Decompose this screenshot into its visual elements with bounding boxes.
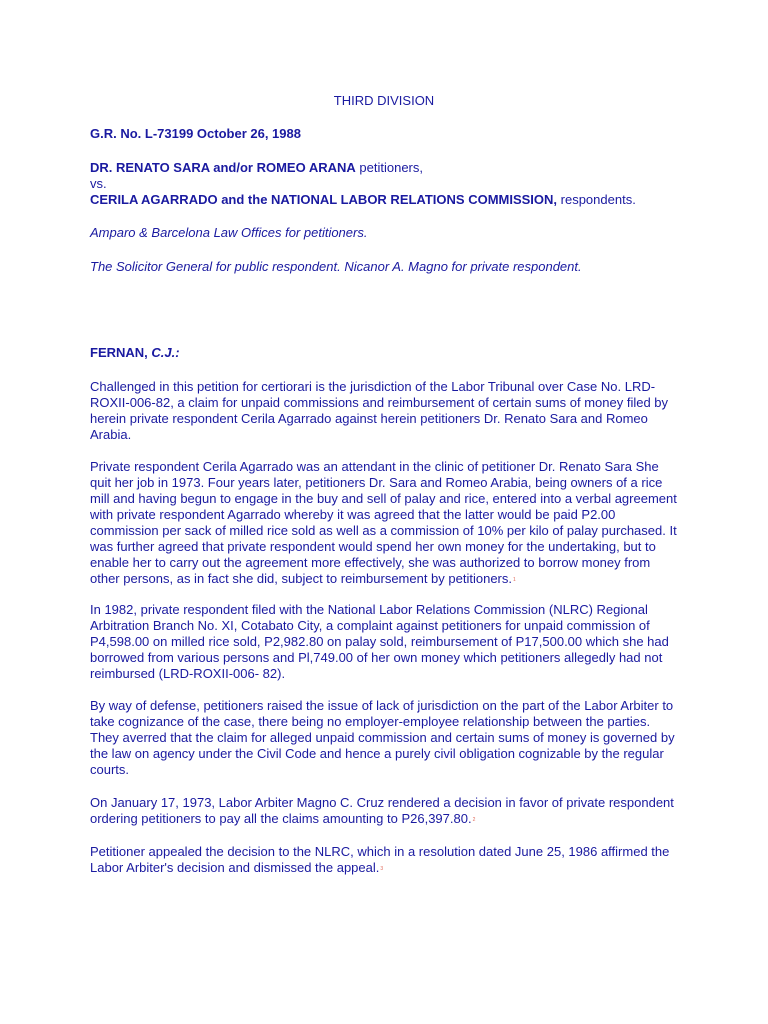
counsel-petitioners: Amparo & Barcelona Law Offices for petitioners.	[90, 225, 368, 240]
case-number: G.R. No. L-73199 October 26, 1988	[90, 126, 301, 141]
paragraph-3: In 1982, private respondent filed with the National Labor Relations Commission (NLRC) Regional Arbitration Branch No. XI, Cotabato City, a complaint against petitioners for unpaid commission of P4,598.00 on milled rice sold, P2,982.80 on palay sold, reimbursement of P17,500.00 which she had borrowed from various persons and Pl,749.00 of her own money which petitioners allegedly had not reimbursed (LRD-ROXII-006- 82).	[90, 602, 669, 681]
respondents-names: CERILA AGARRADO and the NATIONAL LABOR RELATIONS COMMISSION,	[90, 192, 558, 207]
respondents-label: respondents.	[557, 192, 636, 207]
paragraph-2-text: Private respondent Cerila Agarrado was an attendant in the clinic of petitioner Dr. Renato Sara She quit her job in 1973. Four years later, petitioners Dr. Sara and Romeo Arabia, being owners of a rice mill and having begun to engage in the buy and sell of palay and rice, entered into a verbal agreement with private respondent Agarrado whereby it was agreed that the latter would be paid P2.00 commission per sack of milled rice sold as well as a commission of 10% per kilo of palay purchased. It was further agreed that private respondent would spend her own money for the undertaking, but to enable her to carry out the agreement more effectively, she was authorized to borrow money from other persons, as in fact she did, subject to reimbursement by petitioners.	[90, 459, 677, 586]
footnote-link-1[interactable]: 1	[513, 577, 516, 583]
footnote-link-3[interactable]: 3	[380, 866, 384, 872]
footnote-link-2[interactable]: 2	[472, 817, 476, 823]
ponente-heading	[90, 345, 680, 361]
paragraph-5-text: On January 17, 1973, Labor Arbiter Magno C. Cruz rendered a decision in favor of private respondent ordering petitioners to pay all the claims amounting to P26,397.80.	[90, 795, 674, 826]
division-heading: THIRD DIVISION	[333, 93, 435, 108]
paragraph-2	[90, 459, 680, 587]
petitioners-names: DR. RENATO SARA and/or ROMEO ARANA	[90, 160, 356, 175]
paragraph-4: By way of defense, petitioners raised the issue of lack of jurisdiction on the part of the Labor Arbiter to take cognizance of the case, there being no employer-employee relationship between the parties. They averred that the claim for alleged unpaid commission and certain sums of money is governed by the law on agency under the Civil Code and hence a purely civil obligation cognizable by the regular courts.	[90, 698, 675, 777]
ponente-title: C.J.:	[151, 345, 180, 360]
paragraph-6	[90, 844, 680, 876]
ponente-name: FERNAN,	[90, 345, 152, 360]
counsel-respondents: The Solicitor General for public respondent. Nicanor A. Magno for private respondent.	[90, 259, 582, 274]
versus-label: vs.	[90, 176, 107, 191]
case-parties	[90, 160, 680, 208]
paragraph-1: Challenged in this petition for certiorari is the jurisdiction of the Labor Tribunal over Case No. LRD-ROXII-006-82, a claim for unpaid commissions and reimbursement of certain sums of money filed by herein private respondent Cerila Agarrado against herein petitioners Dr. Renato Sara and Romeo Arabia.	[90, 379, 669, 442]
petitioners-label: petitioners,	[355, 160, 423, 175]
paragraph-6-text: Petitioner appealed the decision to the NLRC, which in a resolution dated June 25, 1986 affirmed the Labor Arbiter's decision and dismissed the appeal.	[90, 844, 670, 875]
paragraph-5	[90, 795, 680, 827]
